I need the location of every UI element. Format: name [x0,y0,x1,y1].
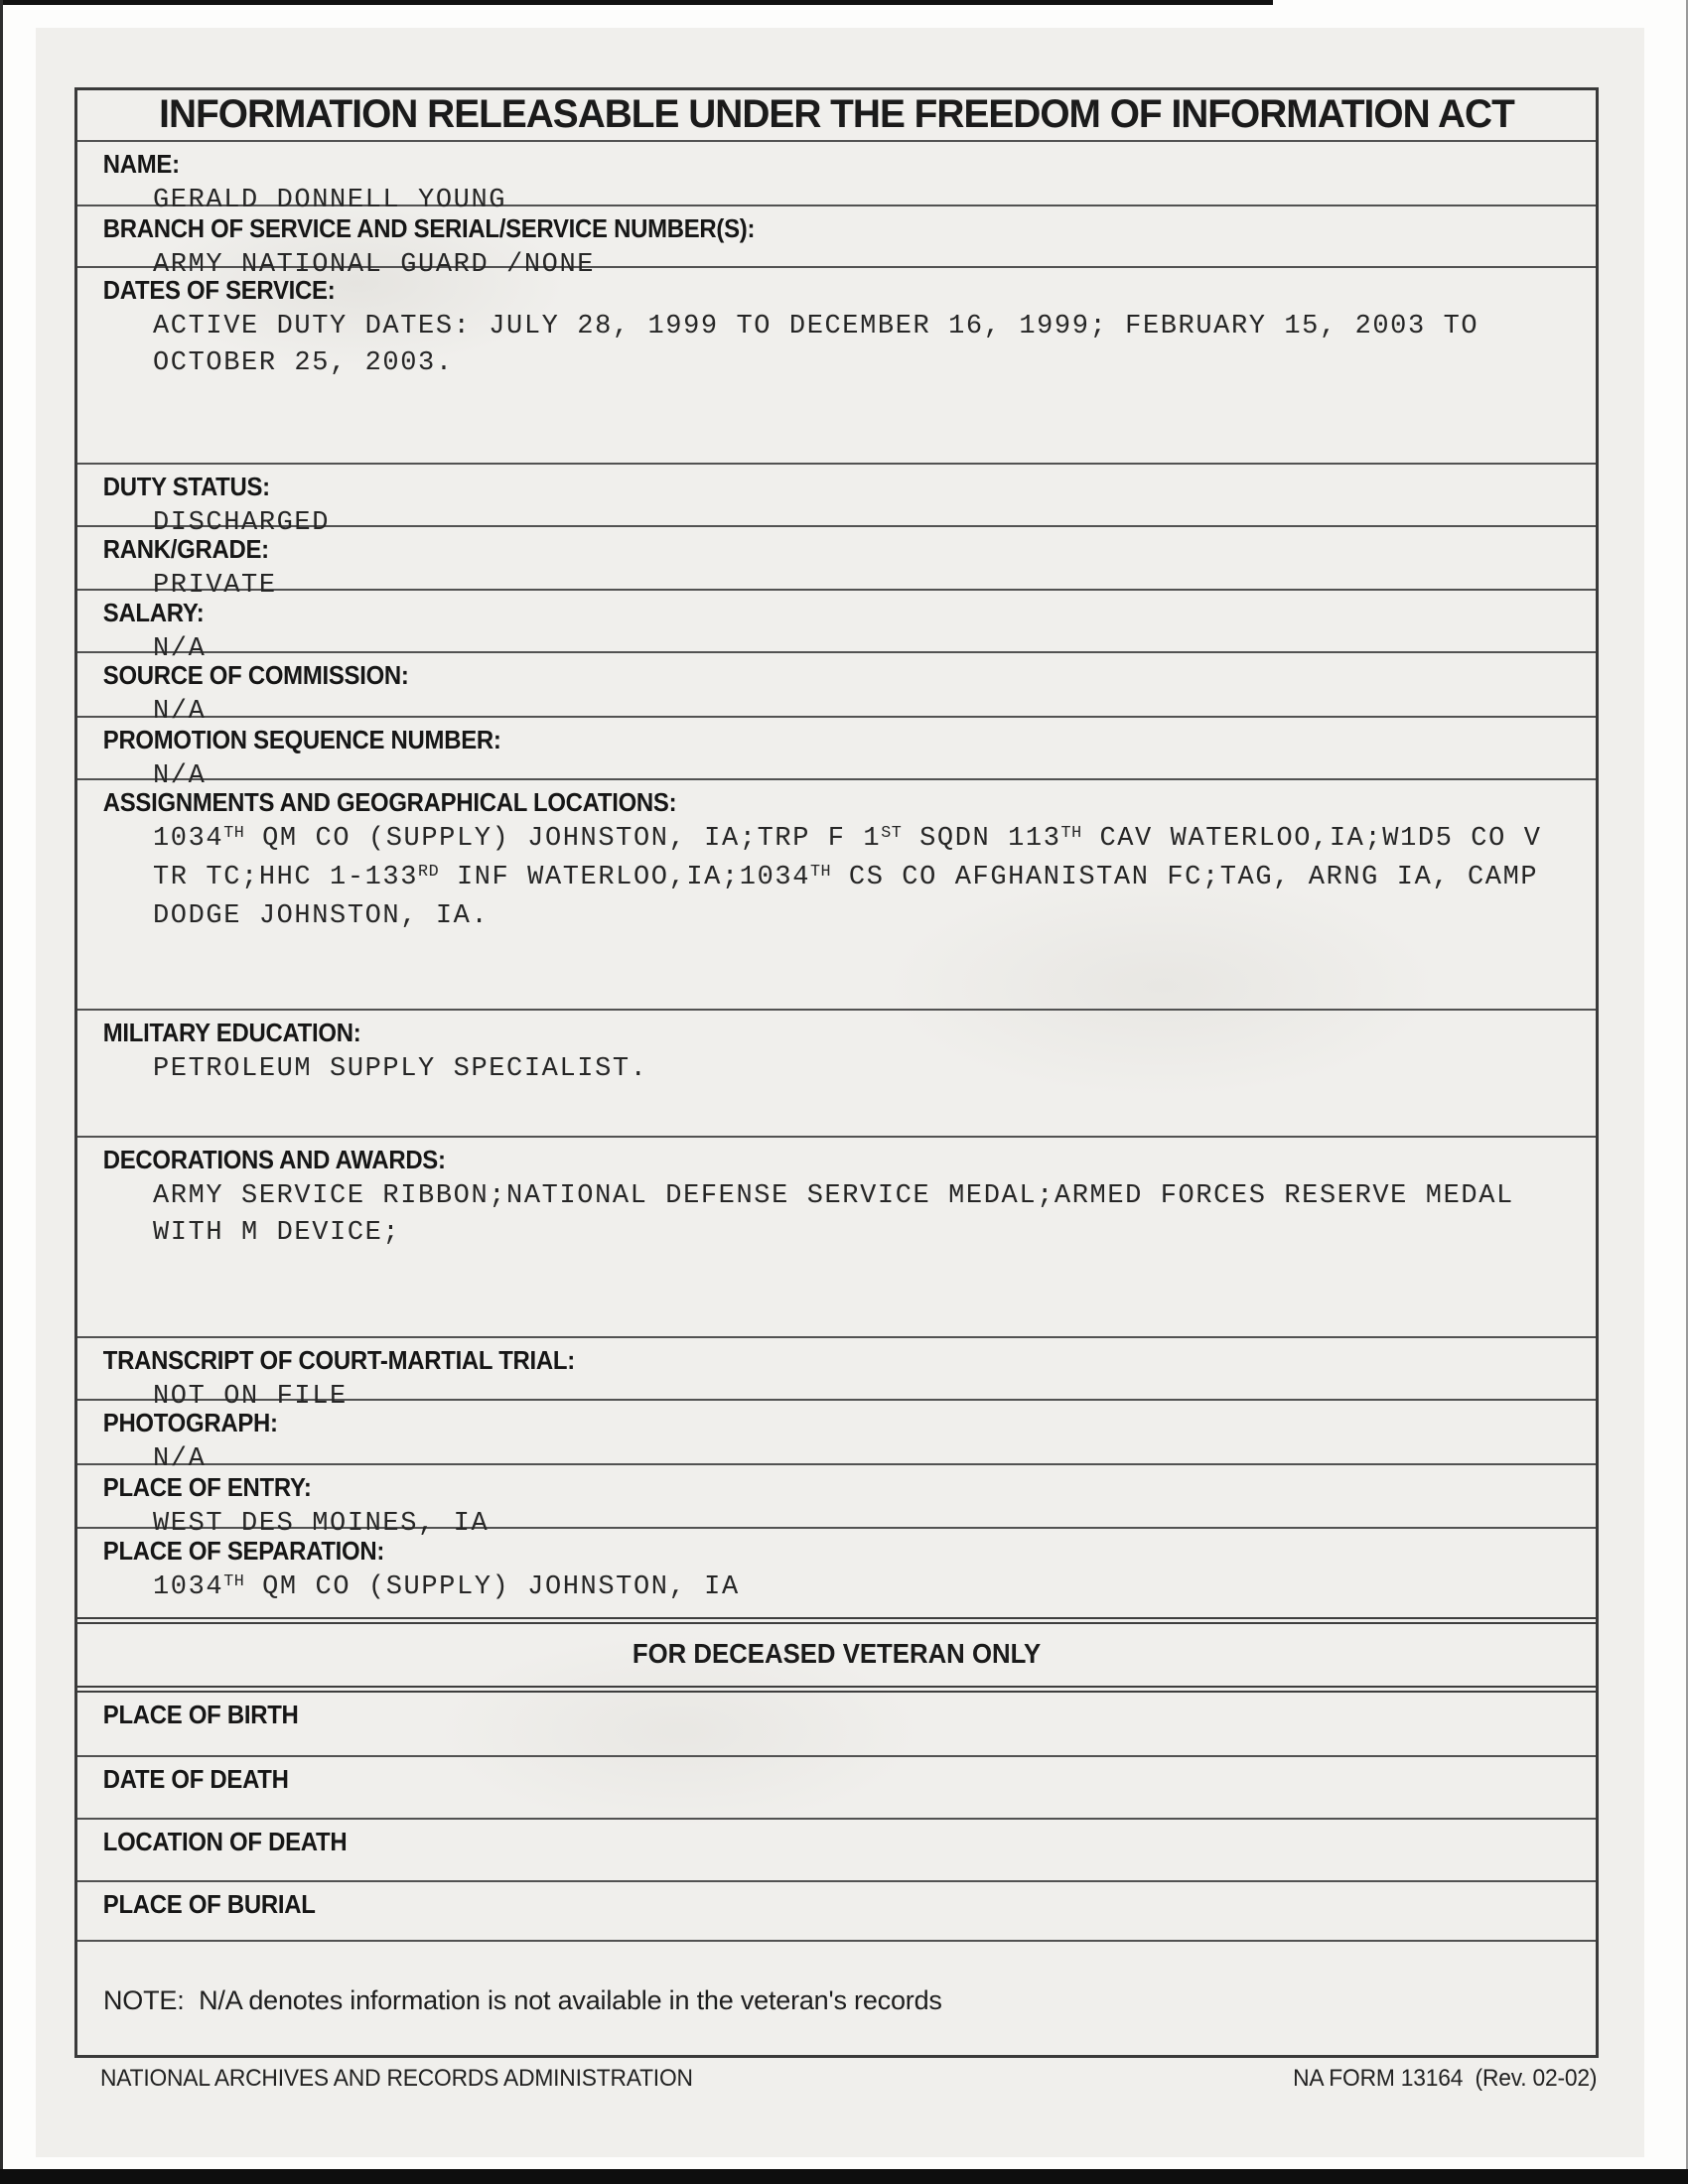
field-row-rank-grade [77,527,1596,601]
value-line: NOT ON FILE [153,1382,348,1412]
field-label-date-of-death: DATE OF DEATH [102,1764,289,1794]
field-label-place-of-burial: PLACE OF BURIAL [102,1889,316,1919]
field-label-duty-status: DUTY STATUS: [102,472,270,501]
field-label-decorations-awards: DECORATIONS AND AWARDS: [102,1145,446,1174]
field-row-place-of-burial [77,1882,1596,1942]
value-line: 1034TH QM CO (SUPPLY) JOHNSTON, IA;TRP F 1ST SQDN 113TH CAV WATERLOO,IA;W1D5 CO V [153,823,1542,854]
scan-edge-left [0,0,3,2184]
scanned-page [36,28,1644,2157]
field-row-promotion-sequence-number [77,718,1596,791]
field-value-place-of-separation [77,1570,1596,1608]
scan-edge-bottom-bar [0,2169,1688,2184]
value-line: PRIVATE [153,571,277,601]
value-line: DODGE JOHNSTON, IA. [153,901,490,931]
value-line: GERALD DONNELL YOUNG [153,186,507,215]
value-line: OCTOBER 25, 2003. [153,348,454,378]
field-label-location-of-death: LOCATION OF DEATH [102,1827,348,1856]
field-row-duty-status [77,465,1596,538]
value-line: 1034TH QM CO (SUPPLY) JOHNSTON, IA [153,1571,740,1602]
value-line: WEST DES MOINES, IA [153,1509,490,1539]
field-row-court-martial-transcript [77,1338,1596,1412]
field-value-assignments [77,821,1596,935]
deceased-section-header: FOR DECEASED VETERAN ONLY [632,1638,1042,1669]
field-row-location-of-death [77,1820,1596,1882]
field-row-dates-of-service [77,268,1596,465]
field-label-name: NAME: [102,149,180,179]
field-label-assignments: ASSIGNMENTS AND GEOGRAPHICAL LOCATIONS: [102,787,677,817]
footer-form-number: NA FORM 13164 (Rev. 02-02) [1292,2065,1597,2092]
value-line: TR TC;HHC 1-133RD INF WATERLOO,IA;1034TH CS CO AFGHANISTAN FC;TAG, ARNG IA, CAMP [153,862,1539,892]
field-row-decorations-awards [77,1138,1596,1338]
field-row-place-of-separation [77,1529,1596,1624]
field-label-place-of-separation: PLACE OF SEPARATION: [102,1536,385,1566]
field-value-military-education [77,1051,1596,1088]
value-line: ARMY NATIONAL GUARD /NONE [153,250,596,280]
value-line: DISCHARGED [153,508,331,538]
value-line: N/A [153,697,207,727]
field-label-dates-of-service: DATES OF SERVICE: [102,275,336,305]
value-line: WITH M DEVICE; [153,1218,401,1248]
field-row-salary [77,591,1596,664]
form-title-row [77,90,1596,142]
field-value-dates-of-service [77,309,1596,382]
foia-form [74,87,1599,2058]
field-row-assignments [77,780,1596,1011]
deceased-section-header-row [77,1624,1596,1693]
field-label-court-martial-transcript: TRANSCRIPT OF COURT-MARTIAL TRIAL: [102,1345,575,1375]
field-label-salary: SALARY: [102,598,205,627]
note-row [77,1942,1596,2055]
value-line: N/A [153,634,207,664]
form-footer [74,2065,1599,2093]
field-row-photograph [77,1401,1596,1474]
field-label-source-of-commission: SOURCE OF COMMISSION: [102,660,409,690]
field-row-place-of-birth [77,1693,1596,1757]
field-value-decorations-awards [77,1178,1596,1252]
field-row-date-of-death [77,1757,1596,1820]
value-line: ARMY SERVICE RIBBON;NATIONAL DEFENSE SERVICE MEDAL;ARMED FORCES RESERVE MEDAL [153,1181,1514,1211]
field-label-photograph: PHOTOGRAPH: [102,1408,278,1437]
form-title: INFORMATION RELEASABLE UNDER THE FREEDOM OF INFORMATION ACT [159,92,1514,136]
field-label-place-of-entry: PLACE OF ENTRY: [102,1472,312,1502]
field-label-promotion-sequence-number: PROMOTION SEQUENCE NUMBER: [102,725,501,754]
field-row-name [77,142,1596,215]
scan-edge-top-bar [0,0,1273,5]
field-row-place-of-entry [77,1465,1596,1539]
footer-agency-name: NATIONAL ARCHIVES AND RECORDS ADMINISTRATION [100,2065,693,2092]
field-label-rank-grade: RANK/GRADE: [102,534,269,564]
note-text: NOTE: N/A denotes information is not available in the veteran's records [103,1985,942,2015]
field-label-military-education: MILITARY EDUCATION: [102,1018,361,1047]
value-line: N/A [153,1444,207,1474]
field-row-military-education [77,1011,1596,1138]
value-line: ACTIVE DUTY DATES: JULY 28, 1999 TO DECEMBER 16, 1999; FEBRUARY 15, 2003 TO [153,312,1479,341]
field-row-source-of-commission [77,653,1596,727]
value-line: PETROLEUM SUPPLY SPECIALIST. [153,1054,648,1084]
field-row-branch [77,206,1596,280]
field-label-place-of-birth: PLACE OF BIRTH [102,1700,299,1729]
field-label-branch: BRANCH OF SERVICE AND SERIAL/SERVICE NUMBER(S): [102,213,756,243]
value-line: N/A [153,761,207,791]
